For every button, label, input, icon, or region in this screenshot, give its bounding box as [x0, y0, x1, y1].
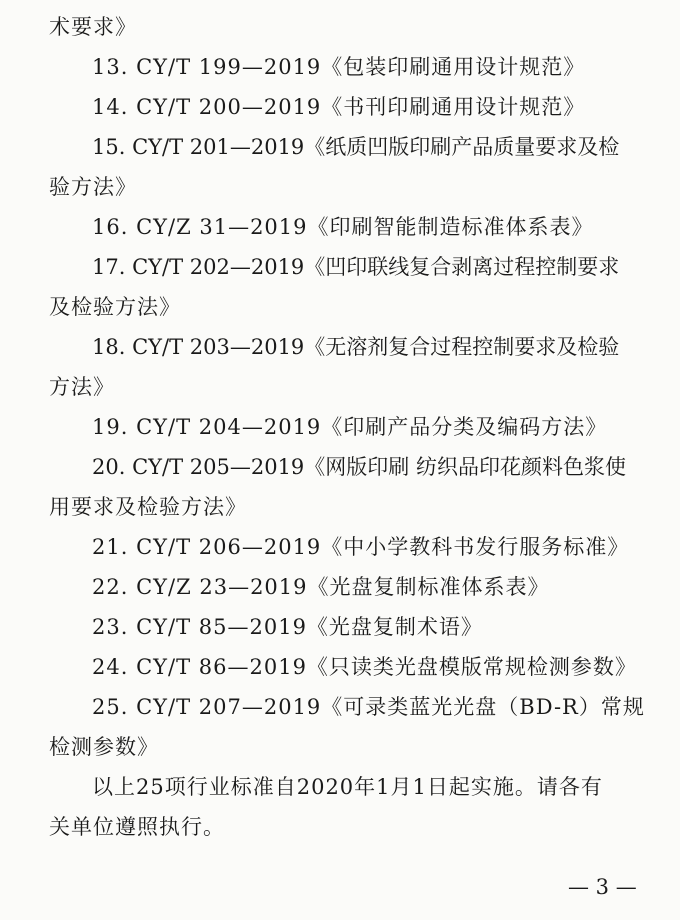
text-line-continuation: 术要求》: [49, 15, 137, 39]
standard-item-19: 19. CY/T 204—2019《印刷产品分类及编码方法》: [92, 415, 608, 439]
standard-item-14: 14. CY/T 200—2019《书刊印刷通用设计规范》: [92, 95, 586, 119]
closing-paragraph-cont: 关单位遵照执行。: [49, 815, 225, 839]
standard-item-22: 22. CY/Z 23—2019《光盘复制标准体系表》: [92, 575, 550, 599]
standard-item-23: 23. CY/T 85—2019《光盘复制术语》: [92, 615, 483, 639]
page-number: — 3 —: [568, 875, 637, 899]
standard-item-24: 24. CY/T 86—2019《只读类光盘模版常规检测参数》: [92, 655, 637, 679]
standard-item-17-cont: 及检验方法》: [49, 295, 181, 319]
standard-item-25-cont: 检测参数》: [49, 735, 159, 759]
standard-item-13: 13. CY/T 199—2019《包装印刷通用设计规范》: [92, 55, 586, 79]
standard-item-20-cont: 用要求及检验方法》: [49, 495, 247, 519]
standard-item-15-cont: 验方法》: [49, 175, 137, 199]
standard-item-15: 15. CY/T 201—2019《纸质凹版印刷产品质量要求及检: [92, 135, 620, 159]
closing-paragraph: 以上25项行业标准自2020年1月1日起实施。请各有: [92, 775, 603, 799]
standard-item-17: 17. CY/T 202—2019《凹印联线复合剥离过程控制要求: [92, 255, 620, 279]
standard-item-18-cont: 方法》: [49, 375, 115, 399]
standard-item-20: 20. CY/T 205—2019《网版印刷 纺织品印花颜料色浆使: [92, 455, 626, 479]
standard-item-25: 25. CY/T 207—2019《可录类蓝光光盘（BD-R）常规: [92, 695, 645, 719]
standard-item-18: 18. CY/T 203—2019《无溶剂复合过程控制要求及检验: [92, 335, 620, 359]
standard-item-16: 16. CY/Z 31—2019《印刷智能制造标准体系表》: [92, 215, 594, 239]
standard-item-21: 21. CY/T 206—2019《中小学教科书发行服务标准》: [92, 535, 630, 559]
